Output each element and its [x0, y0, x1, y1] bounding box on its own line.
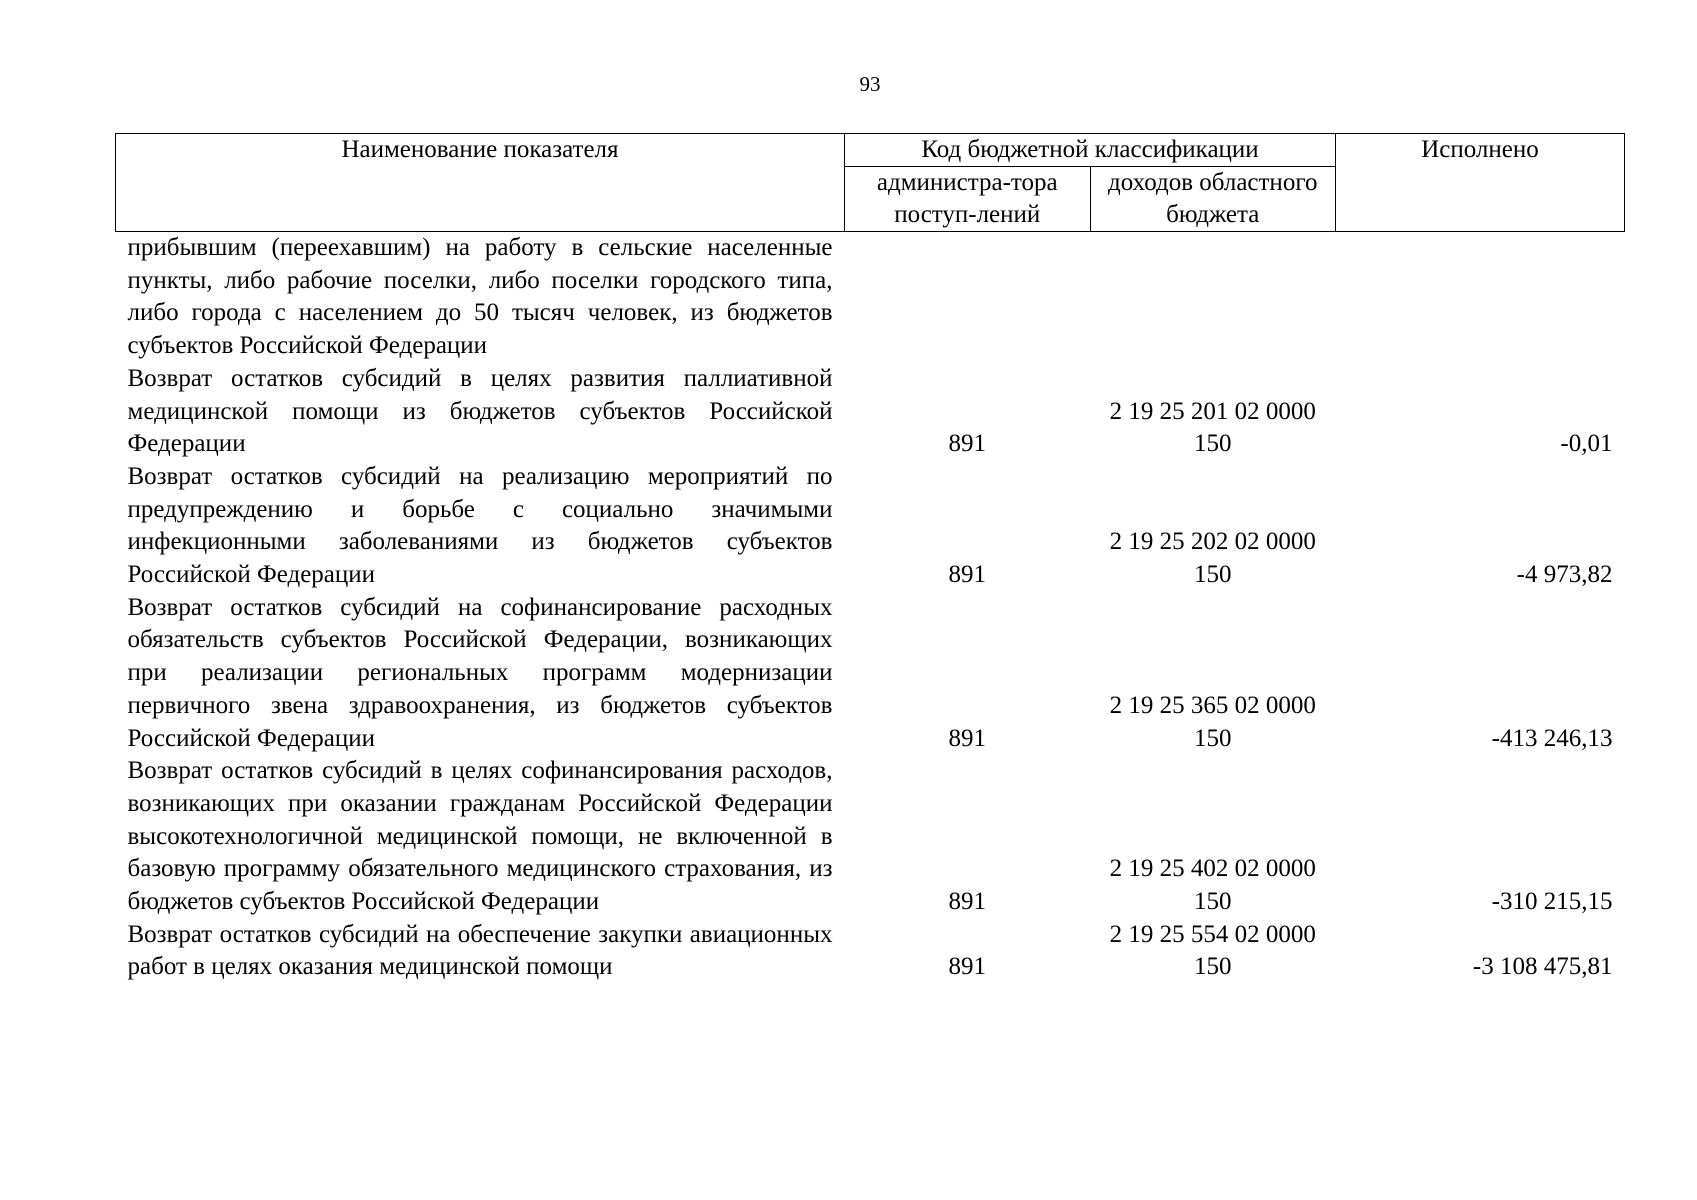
table-row [116, 592, 1625, 756]
row-code: 2 19 25 201 02 0000 150 [1109, 397, 1316, 458]
row-name: Возврат остатков субсидий на реализацию мероприятий по предупреждению и борьбе с социально значимыми инфекционными заболеваниями из бюджетов субъектов Российской Федерации [127, 462, 833, 589]
row-admin: 891 [948, 430, 986, 458]
table-row [116, 919, 1625, 984]
header-executed: Исполнено [1336, 134, 1625, 232]
row-name: Возврат остатков субсидий на обеспечение закупки авиационных работ в целях оказания медицинской помощи [127, 920, 833, 981]
row-admin: 891 [948, 953, 986, 981]
row-executed [1336, 232, 1625, 363]
table-row [116, 363, 1625, 461]
header-admin: администра-тора поступ-лений [845, 167, 1091, 232]
header-income: доходов областного бюджета [1090, 167, 1336, 232]
row-code [1090, 232, 1336, 363]
row-executed: -4 973,82 [1516, 561, 1613, 589]
row-executed: -0,01 [1560, 430, 1613, 458]
header-name: Наименование показателя [116, 134, 845, 232]
row-admin: 891 [948, 888, 986, 916]
budget-table [115, 133, 1625, 984]
header-code-group: Код бюджетной классификации [845, 134, 1336, 167]
table-header [116, 134, 1625, 232]
row-admin: 891 [948, 561, 986, 589]
row-name: Возврат остатков субсидий на софинансирование расходных обязательств субъектов Российской Федерации, возникающих при реализации региональных программ модернизации первичного звена здравоохранения, из бюджетов субъектов Российской Федерации [127, 593, 833, 752]
row-code: 2 19 25 402 02 0000 150 [1109, 855, 1316, 916]
row-name: прибывшим (переехавшим) на работу в сельские населенные пункты, либо рабочие поселки, либо поселки городского типа, либо города с населением до 50 тысяч человек, из бюджетов субъектов Российской Федерации [127, 234, 833, 360]
row-code: 2 19 25 202 02 0000 150 [1109, 528, 1316, 589]
row-executed: -310 215,15 [1491, 888, 1613, 916]
row-code: 2 19 25 554 02 0000 150 [1109, 920, 1316, 981]
table-row [116, 232, 1625, 363]
table-row [116, 755, 1625, 919]
row-executed: -413 246,13 [1491, 724, 1613, 752]
row-name: Возврат остатков субсидий в целях софинансирования расходов, возникающих при оказании гражданам Российской Федерации высокотехнологичной медицинской помощи, не включенной в базовую программу обязательного медицинского страхования, из бюджетов субъектов Российской Федерации [127, 757, 833, 916]
row-admin [845, 232, 1091, 363]
table-row [116, 461, 1625, 592]
table-body [116, 232, 1625, 985]
row-code: 2 19 25 365 02 0000 150 [1109, 691, 1316, 752]
page-number: 93 [859, 72, 881, 96]
row-admin: 891 [948, 724, 986, 752]
row-name: Возврат остатков субсидий в целях развития паллиативной медицинской помощи из бюджетов субъектов Российской Федерации [127, 364, 833, 458]
row-executed: -3 108 475,81 [1472, 953, 1613, 981]
